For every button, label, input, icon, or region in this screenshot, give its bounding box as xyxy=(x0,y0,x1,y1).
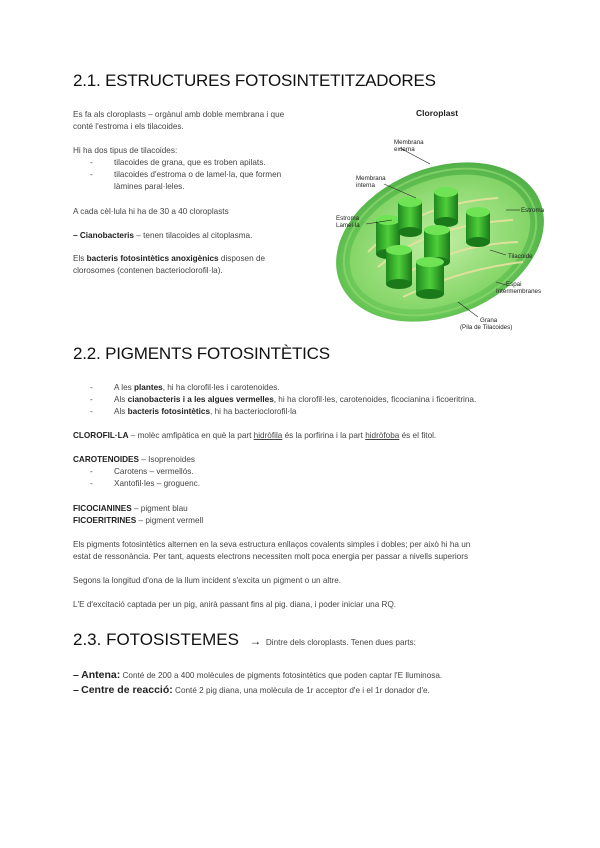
bacteris-line-2: clorosomes (contenen bacterioclorofil·la). xyxy=(73,266,223,275)
carotenoides-item-1: - Carotens – vermellós. xyxy=(90,467,194,476)
centre-dash: – xyxy=(73,684,79,696)
clorofila-text-1: – molèc amfipàtica en què la part xyxy=(130,431,252,440)
bullet-3-rest: , hi ha bacterioclorofil·la xyxy=(210,407,297,416)
granum-stack xyxy=(386,245,412,289)
types-intro: Hi ha dos tipus de tilacoides: xyxy=(73,146,178,155)
type-item-1-text: tilacoides de grana, que es troben apilats. xyxy=(114,158,266,167)
intro-line-2: conté l'estroma i els tilacoides. xyxy=(73,122,184,131)
type-item-1: - tilacoides de grana, que es troben apilats. xyxy=(90,158,266,167)
bacteris-line-1 xyxy=(73,253,265,265)
clorofila-text-2: és la porfirina i la part xyxy=(284,431,363,440)
cloroplast-count: A cada cèl·lula hi ha de 30 a 40 cloroplasts xyxy=(73,207,229,216)
chloroplast-diagram xyxy=(328,102,554,342)
section-title-2-1: 2.1. ESTRUCTURES FOTOSINTETITZADORES xyxy=(73,71,436,90)
pigments-bullet-3: - Als bacteris fotosintètics, hi ha bacterioclorofil·la xyxy=(90,407,297,416)
ficoeritrines-line xyxy=(73,515,203,527)
carotens-text: Carotens – vermellós. xyxy=(114,467,194,476)
bacteris-rest: disposen de xyxy=(220,254,266,263)
bacteris-term: bacteris fotosintètics anoxigènics xyxy=(86,254,219,263)
type-item-2-text: tilacoides d'estroma o de lamel·la, que formen xyxy=(114,170,282,179)
type-item-2: - tilacoides d'estroma o de lamel·la, que formen xyxy=(90,170,282,179)
label-membrana-interna-2: interna xyxy=(356,182,375,189)
cianobacteris-def: – tenen tilacoides al citoplasma. xyxy=(136,231,253,240)
ficoeritrines-def: – pigment vermell xyxy=(138,516,204,525)
ficocianines-term: FICOCIANINES xyxy=(73,504,132,513)
centre-line xyxy=(73,684,430,697)
granum-stack xyxy=(466,207,490,247)
bullet-2-term: cianobacteris i a les algues vermelles xyxy=(127,395,274,404)
clorofila-text-3: és el fitol. xyxy=(401,431,437,440)
bacteris-pre: Els xyxy=(73,254,85,263)
arrow-icon: → xyxy=(249,634,262,648)
excitation-paragraph: L'E d'excitació captada per un pig, anirà passant fins al pig. diana, i poder iniciar una RQ. xyxy=(73,600,397,609)
granum-stack xyxy=(434,187,458,227)
label-grana-1: Grana xyxy=(480,317,498,324)
bullet-2-rest: , hi ha clorofil·les, carotenoides, ficocianina i ficoeritrina. xyxy=(273,395,477,404)
centre-def: Conté 2 pig diana, una molècula de 1r acceptor d'e i el 1r donador d'e. xyxy=(175,686,430,695)
section-title-2-2: 2.2. PIGMENTS FOTOSINTÈTICS xyxy=(73,344,330,363)
cianobacteris-term: Cianobacteris xyxy=(79,231,134,240)
clorofila-hidrofoba: hidròfoba xyxy=(365,431,400,440)
antena-dash: – xyxy=(73,669,79,681)
granum-stack xyxy=(398,197,422,237)
carotenoides-term: CAROTENOIDES xyxy=(73,455,139,464)
type-item-2-cont: làmines paral·leles. xyxy=(114,182,185,191)
intro-text-a: Es fa als cloroplasts xyxy=(73,110,146,119)
antena-def: Conté de 200 a 400 molècules de pigments fotosintètics que poden captar l'E lluminosa. xyxy=(122,671,443,680)
label-membrana-externa-2: externa xyxy=(394,146,415,153)
ficocianines-def: – pigment blau xyxy=(133,504,188,513)
label-membrana-externa-1: Membrana xyxy=(394,139,424,146)
bullet-2-pre: Als xyxy=(114,395,126,404)
intro-line-1 xyxy=(73,109,284,121)
granum-stack xyxy=(416,257,444,299)
carotenoides-def: – Isoprenoides xyxy=(141,455,195,464)
bullet-3-term: bacteris fotosintètics xyxy=(127,407,211,416)
antena-term: Antena: xyxy=(81,669,121,681)
label-espai-2: Intermembranes xyxy=(496,288,542,295)
clorofila-line xyxy=(73,430,436,442)
wavelength-paragraph: Segons la longitud d'ona de la llum incident s'excita un pigment o un altre. xyxy=(73,576,342,585)
antena-line xyxy=(73,669,442,682)
label-espai-1: Espai xyxy=(506,281,522,288)
centre-term: Centre de reacció: xyxy=(81,684,173,696)
resonance-paragraph-1: Els pigments fotosintètics alternen en la seva estructura enllaços covalents simples i dobles; per això hi ha un xyxy=(73,540,471,549)
carotenoides-item-2: - Xantofil·les – groguenc. xyxy=(90,479,201,488)
diagram-title: Cloroplast xyxy=(416,108,459,118)
bullet-3-pre: Als xyxy=(114,407,126,416)
label-grana-2: (Pila de Tilacoides) xyxy=(460,324,513,331)
clorofila-hidrofila: hidròfila xyxy=(253,431,283,440)
intro-text-b: – orgànul amb doble membrana i que xyxy=(148,110,285,119)
pigments-bullet-2: - Als cianobacteris i a les algues vermelles, hi ha clorofil·les, carotenoides, ficocianina i ficoeritrina. xyxy=(90,395,477,404)
clorofila-term: CLOROFIL·LA xyxy=(73,431,129,440)
bullet-1-pre: A les xyxy=(114,383,132,392)
bullet-1-term: plantes xyxy=(134,383,163,392)
carotenoides-line xyxy=(73,454,195,466)
section-title-2-3: 2.3. FOTOSISTEMES xyxy=(73,630,239,649)
label-tilacoide: Tilacoide xyxy=(508,253,533,260)
cianobacteris-line xyxy=(73,230,252,242)
pigments-bullet-1: - A les plantes, hi ha clorofil·les i carotenoides. xyxy=(90,383,280,392)
label-membrana-interna-1: Membrana xyxy=(356,175,386,182)
section-title-2-3-row xyxy=(73,630,416,650)
resonance-paragraph-2: estat de ressonància. Per tant, aquests electrons necessiten molt poca energia per passar a nivells superiors xyxy=(73,552,469,561)
bullet-1-rest: , hi ha clorofil·les i carotenoides. xyxy=(162,383,280,392)
cianobacteris-dash: – xyxy=(73,231,78,240)
ficoeritrines-term: FICOERITRINES xyxy=(73,516,137,525)
section-2-3-note: Dintre dels cloroplasts. Tenen dues parts: xyxy=(265,638,416,647)
label-estroma-lamella-1: Estroma xyxy=(336,215,360,222)
label-estroma-lamella-2: Lamel·la xyxy=(336,222,360,229)
ficocianines-line xyxy=(73,503,188,515)
xantofilles-text: Xantofil·les – groguenc. xyxy=(114,479,201,488)
label-estroma: Estroma xyxy=(521,207,545,214)
